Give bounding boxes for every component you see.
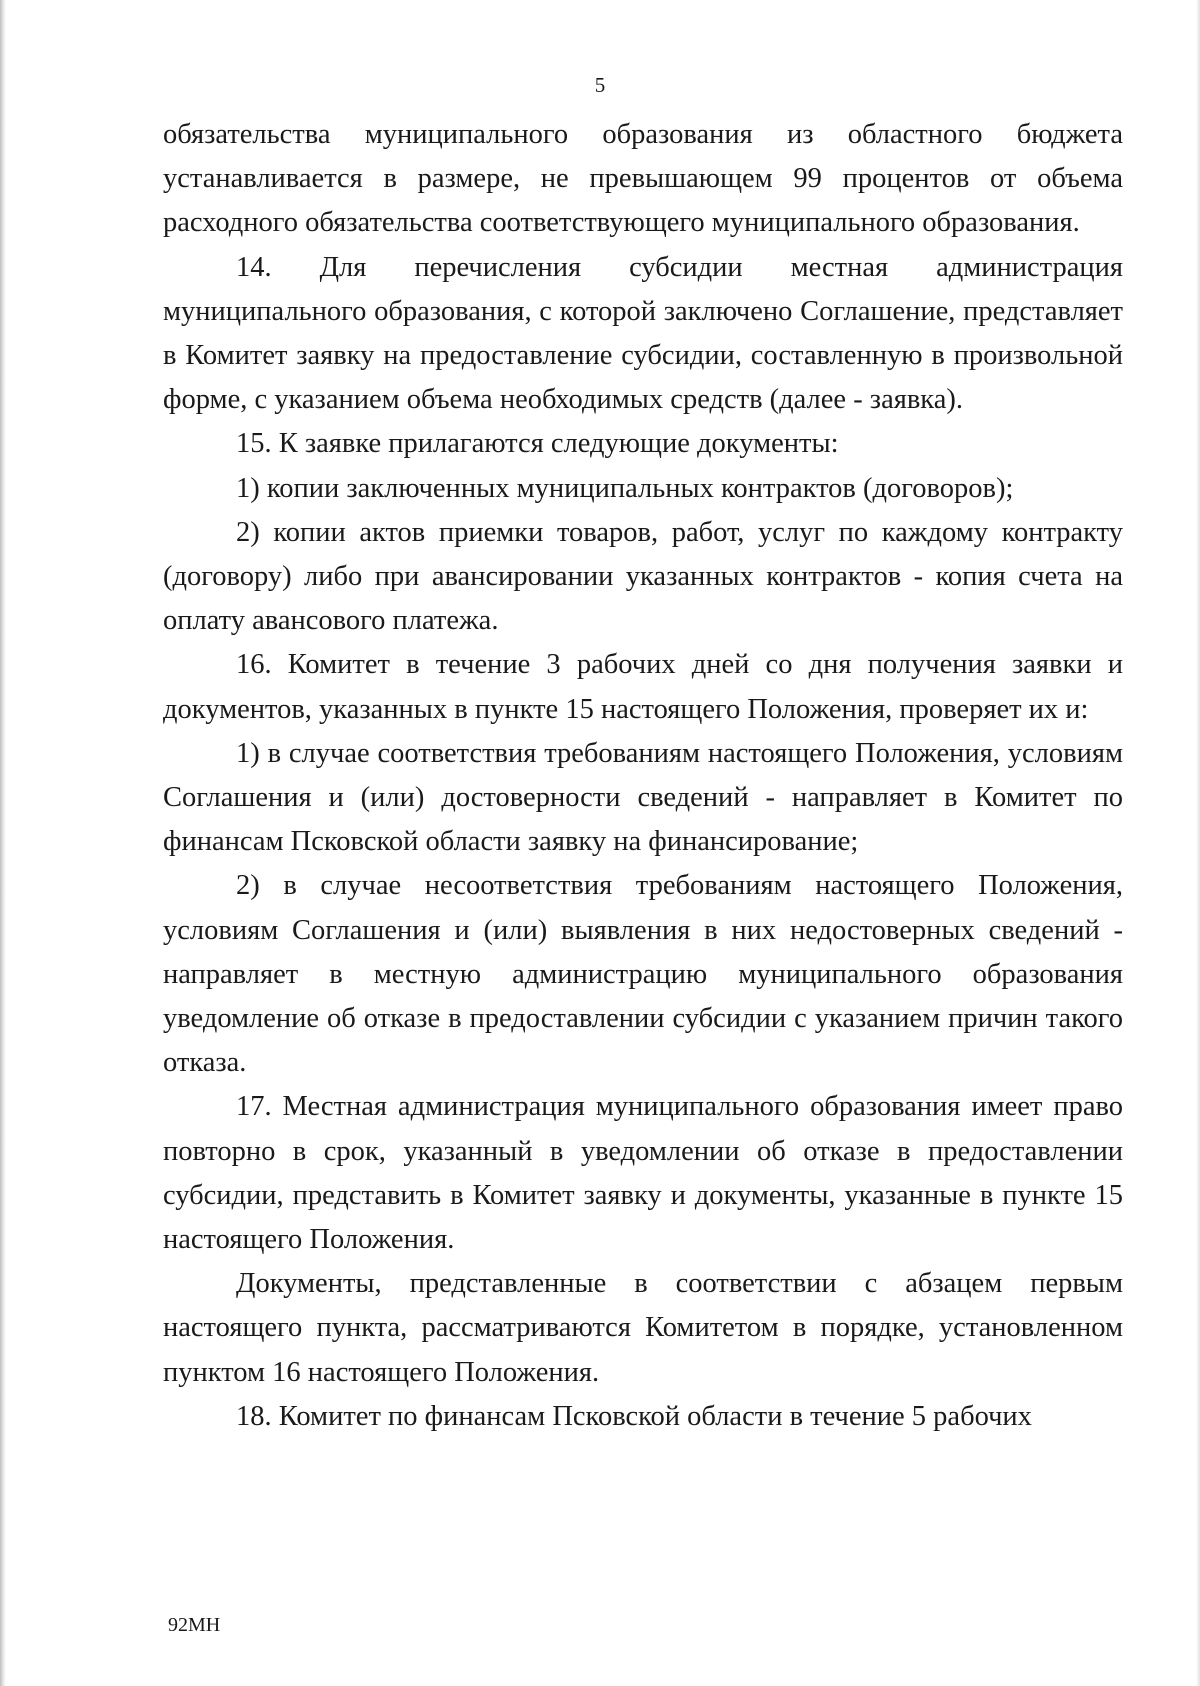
page-number: 5 (594, 73, 606, 97)
scan-edge-right (1196, 0, 1200, 1686)
scan-edge-left (0, 0, 6, 1686)
paragraph-item-18: 18. Комитет по финансам Псковской области в течение 5 рабочих (236, 1400, 1032, 1432)
document-body (163, 113, 1123, 1439)
paragraph-item-16-sub-2: 2) в случае несоответствия требованиям настоящего Положения, условиям Соглашения и (или) выявления в них недостоверных сведений - направляет в местную администрацию муниципального образования уведомление об отказе в предоставлении субсидии с указанием причин такого отказа. (163, 870, 1123, 1079)
paragraph-item-14: 14. Для перечисления субсидии местная администрация муниципального образования, с которой заключено Соглашение, представляет в Комитет заявку на предоставление субсидии, составленную в произвольной форме, с указанием объема необходимых средств (далее - заявка). (163, 251, 1123, 416)
paragraph-item-15-sub-2: 2) копии актов приемки товаров, работ, услуг по каждому контракту (договору) либо при авансировании указанных контрактов - копия счета на оплату авансового платежа. (163, 516, 1123, 637)
paragraph-item-16: 16. Комитет в течение 3 рабочих дней со дня получения заявки и документов, указанных в пункте 15 настоящего Положения, проверяет их и: (163, 649, 1123, 725)
footer-document-code: 92МН (168, 1614, 221, 1636)
paragraph-item-15-sub-1: 1) копии заключенных муниципальных контрактов (договоров); (236, 472, 1014, 504)
paragraph-item-16-sub-1: 1) в случае соответствия требованиям настоящего Положения, условиям Соглашения и (или) достоверности сведений - направляет в Комитет по финансам Псковской области заявку на финансирование; (163, 737, 1123, 858)
paragraph-item-15: 15. К заявке прилагаются следующие документы: (236, 428, 839, 460)
paragraph-item-17-second: Документы, представленные в соответствии с абзацем первым настоящего пункта, рассматриваются Комитетом в порядке, установленном пунктом 16 настоящего Положения. (163, 1268, 1123, 1388)
paragraph-item-17: 17. Местная администрация муниципального образования имеет право повторно в срок, указанный в уведомлении об отказе в предоставлении субсидии, представить в Комитет заявку и документы, указанные в пункте 15 настоящего Положения. (163, 1091, 1123, 1256)
paragraph-continuation: обязательства муниципального образования из областного бюджета устанавливается в размере, не превышающем 99 процентов от объема расходного обязательства соответствующего муниципального образования. (163, 119, 1123, 239)
